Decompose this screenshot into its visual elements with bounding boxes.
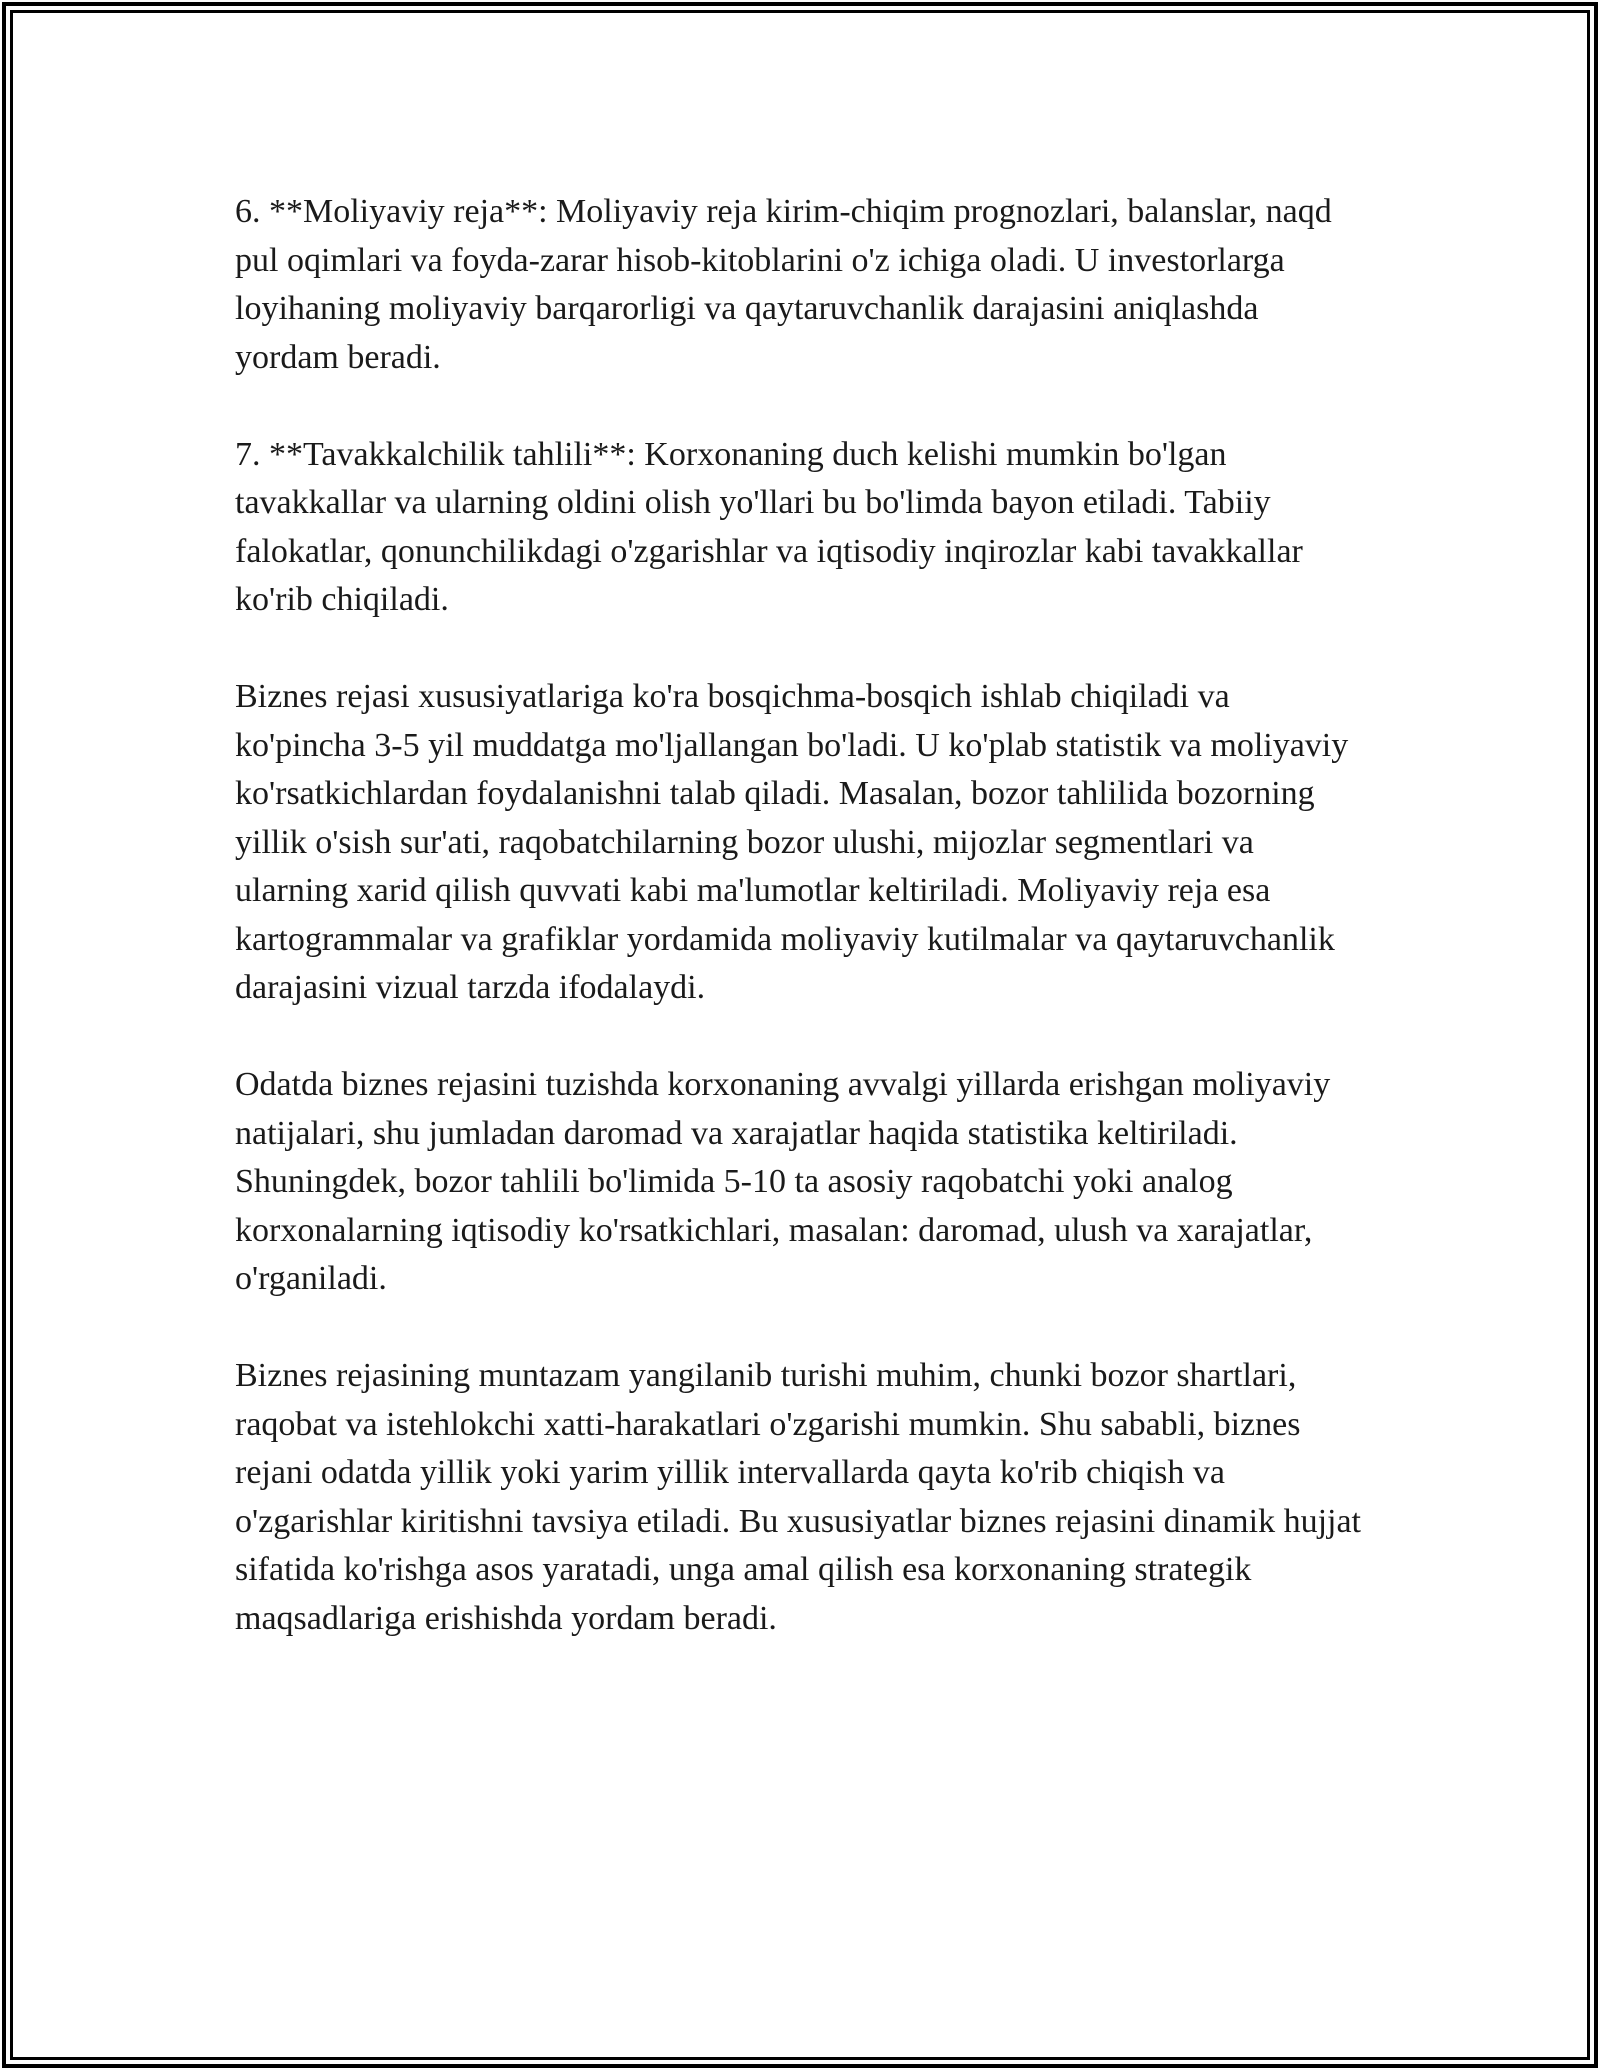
- paragraph-business-plan-features: Biznes rejasi xususiyatlariga ko'ra bosqichma-bosqich ishlab chiqiladi va ko'pincha 3-5 yil muddatga mo'ljallangan bo'ladi. U ko'plab statistik va moliyaviy ko'rsatkichlardan foydalanishni talab qiladi. Masalan, bozor tahlilida bozorning yillik o'sish sur'ati, raqobatchilarning bozor ulushi, mijozlar segmentlari va ularning xarid qilish quvvati kabi ma'lumotlar keltiriladi. Moliyaviy reja esa kartogrammalar va grafiklar yordamida moliyaviy kutilmalar va qaytaruvchanlik darajasini vizual tarzda ifodalaydi.: [235, 678, 1349, 1006]
- paragraph-financial-plan: 6. **Moliyaviy reja**: Moliyaviy reja kirim-chiqim prognozlari, balanslar, naqd pul oqimlari va foyda-zarar hisob-kitoblarini o'z ichiga oladi. U investorlarga loyihaning moliyaviy barqarorligi va qaytaruvchanlik darajasini aniqlashda yordam beradi.: [235, 193, 1332, 376]
- document-body: [235, 188, 1365, 1692]
- paragraph-plan-updates: Biznes rejasining muntazam yangilanib turishi muhim, chunki bozor shartlari, raqobat va istehlokchi xatti-harakatlari o'zgarishi mumkin. Shu sababli, biznes rejani odatda yillik yoki yarim yillik intervallarda qayta ko'rib chiqish va o'zgarishlar kiritishni tavsiya etiladi. Bu xususiyatlar biznes rejasini dinamik hujjat sifatida ko'rishga asos yaratadi, unga amal qilish esa korxonaning strategik maqsadlariga erishishda yordam beradi.: [235, 1357, 1362, 1637]
- paragraph-risk-analysis: 7. **Tavakkalchilik tahlili**: Korxonaning duch kelishi mumkin bo'lgan tavakkallar va ularning oldini olish yo'llari bu bo'limda bayon etiladi. Tabiiy falokatlar, qonunchilikdagi o'zgarishlar va iqtisodiy inqirozlar kabi tavakkallar ko'rib chiqiladi.: [235, 435, 1303, 618]
- paragraph-financial-results: Odatda biznes rejasini tuzishda korxonaning avvalgi yillarda erishgan moliyaviy natijalari, shu jumladan daromad va xarajatlar haqida statistika keltiriladi. Shuningdek, bozor tahlili bo'limida 5-10 ta asosiy raqobatchi yoki analog korxonalarning iqtisodiy ko'rsatkichlari, masalan: daromad, ulush va xarajatlar, o'rganiladi.: [235, 1066, 1331, 1297]
